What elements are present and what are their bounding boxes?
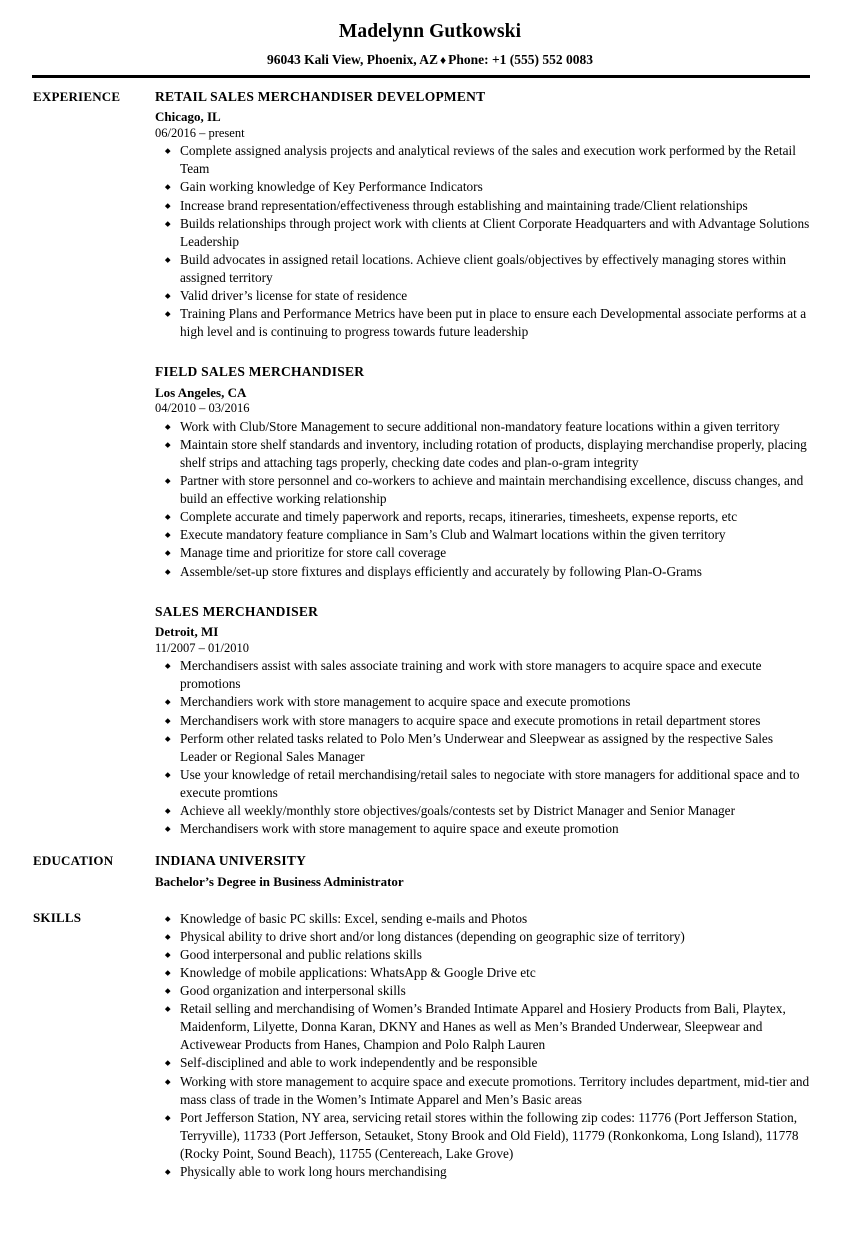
section-label-skills: SKILLS [33,909,82,925]
job-title: RETAIL SALES MERCHANDISER DEVELOPMENT [155,88,486,104]
skill-bullet: Good organization and interpersonal skills [155,982,810,1000]
job-bullet: Work with Club/Store Management to secure additional non-mandatory feature locations within a given territory [155,418,810,436]
education-school: INDIANA UNIVERSITY [155,853,307,869]
job-bullet: Merchandiers work with store management to acquire space and execute promotions [155,693,810,711]
candidate-address: 96043 Kali View, Phoenix, AZ [266,52,438,68]
job-bullet: Execute mandatory feature compliance in Sam’s Club and Walmart locations within the given territory [155,526,810,544]
job-bullet: Merchandisers work with store managers to acquire space and execute promotions in retail department stores [155,712,810,730]
job-bullet-list [155,657,810,838]
job-entry [155,603,810,839]
job-bullet: Complete accurate and timely paperwork and reports, recaps, itineraries, timesheets, expense reports, etc [155,508,810,526]
job-bullet: Build advocates in assigned retail locations. Achieve client goals/objectives by effectively managing stores within assigned territory [155,251,810,287]
candidate-name: Madelynn Gutkowski [338,21,522,42]
job-location: Chicago, IL [155,109,221,125]
job-title: SALES MERCHANDISER [155,603,319,619]
job-bullet: Partner with store personnel and co-workers to achieve and maintain merchandising excellence, discuss changes, and build an effective working relationship [155,472,810,508]
job-location: Los Angeles, CA [155,384,247,400]
skill-bullet: Retail selling and merchandising of Women’s Branded Intimate Apparel and Hosiery Products from Bali, Playtex, Maidenform, Lilyette, Donna Karan, DKNY and Hanes as well as Men’s Branded Underwear, Sleepwear and Activewear Products from Hanes, Champion and Polo Ralph Lauren [155,1000,810,1054]
job-bullet: Complete assigned analysis projects and analytical reviews of the sales and execution work performed by the Retail Team [155,142,810,178]
candidate-contact-line [0,52,860,68]
job-bullet: Maintain store shelf standards and inventory, including rotation of products, displaying merchandise properly, placing shelf strips and attaching tags properly, checking date codes and plan-o-gram integrity [155,436,810,472]
skill-bullet: Working with store management to acquire space and execute promotions. Territory includes department, mid-tier and mass class of trade in the Women’s Intimate Apparel and Men’s Basic areas [155,1073,810,1109]
job-dates: 11/2007 – 01/2010 [155,640,249,655]
section-label-education: EDUCATION [33,853,114,869]
skill-bullet: Knowledge of basic PC skills: Excel, sending e-mails and Photos [155,910,810,928]
job-bullet: Merchandisers assist with sales associate training and work with store managers to acquire space and execute promotions [155,657,810,693]
job-bullet: Builds relationships through project work with clients at Client Corporate Headquarters and with Advantage Solutions Leadership [155,215,810,251]
job-bullet: Training Plans and Performance Metrics have been put in place to ensure each Developmental associate performs at a high level and is continuing to progress towards future leadership [155,305,810,341]
candidate-phone: Phone: +1 (555) 552 0083 [448,52,594,68]
education-section [0,852,860,891]
job-bullet: Manage time and prioritize for store call coverage [155,544,810,562]
job-title: FIELD SALES MERCHANDISER [155,364,365,380]
job-bullet: Increase brand representation/effectiveness through establishing and maintaining trade/Client relationships [155,197,810,215]
job-bullet: Gain working knowledge of Key Performance Indicators [155,178,810,196]
job-bullet: Valid driver’s license for state of residence [155,287,810,305]
job-location: Detroit, MI [155,624,219,640]
job-bullet-list [155,418,810,581]
job-dates: 04/2010 – 03/2016 [155,401,250,416]
job-bullet: Merchandisers work with store management to aquire space and exeute promotion [155,820,810,838]
skill-bullet: Good interpersonal and public relations skills [155,946,810,964]
skill-bullet: Self-disciplined and able to work independently and be responsible [155,1054,810,1072]
skill-bullet: Port Jefferson Station, NY area, servicing retail stores within the following zip codes: 11776 (Port Jefferson Station, Terryville), 11733 (Port Jefferson, Setauket, Stony Brook and Old Field), 11779 (Ronkonkoma, Long Island), 11778 (Rocky Point, Sound Beach), 11755 (Centereach, Lake Grove) [155,1109,810,1163]
skill-bullet: Physically able to work long hours merchandising [155,1163,810,1181]
education-degree: Bachelor’s Degree in Business Administrator [155,873,404,889]
skill-bullet: Physical ability to drive short and/or long distances (depending on geographic size of territory) [155,928,810,946]
skills-body [155,909,810,1181]
education-body [155,852,810,891]
job-bullet: Achieve all weekly/monthly store objectives/goals/contests set by District Manager and Senior Manager [155,802,810,820]
job-bullet-list [155,142,810,341]
resume-header [0,0,860,78]
experience-body [155,88,810,839]
skills-bullet-list [155,910,810,1181]
diamond-separator-icon: ♦ [439,53,447,68]
job-bullet: Perform other related tasks related to Polo Men’s Underwear and Sleepwear as assigned by the respective Sales Leader or Regional Sales Manager [155,730,810,766]
experience-section [0,88,860,839]
header-divider [32,75,810,78]
section-label-experience: EXPERIENCE [33,88,121,104]
job-entry [155,88,810,342]
job-entry [155,363,810,580]
skills-section [0,909,860,1181]
skill-bullet: Knowledge of mobile applications: WhatsApp & Google Drive etc [155,964,810,982]
job-bullet: Use your knowledge of retail merchandising/retail sales to negociate with store managers for additional space and to execute promtions [155,766,810,802]
job-dates: 06/2016 – present [155,125,245,140]
job-bullet: Assemble/set-up store fixtures and displays efficiently and accurately by following Plan-O-Grams [155,563,810,581]
